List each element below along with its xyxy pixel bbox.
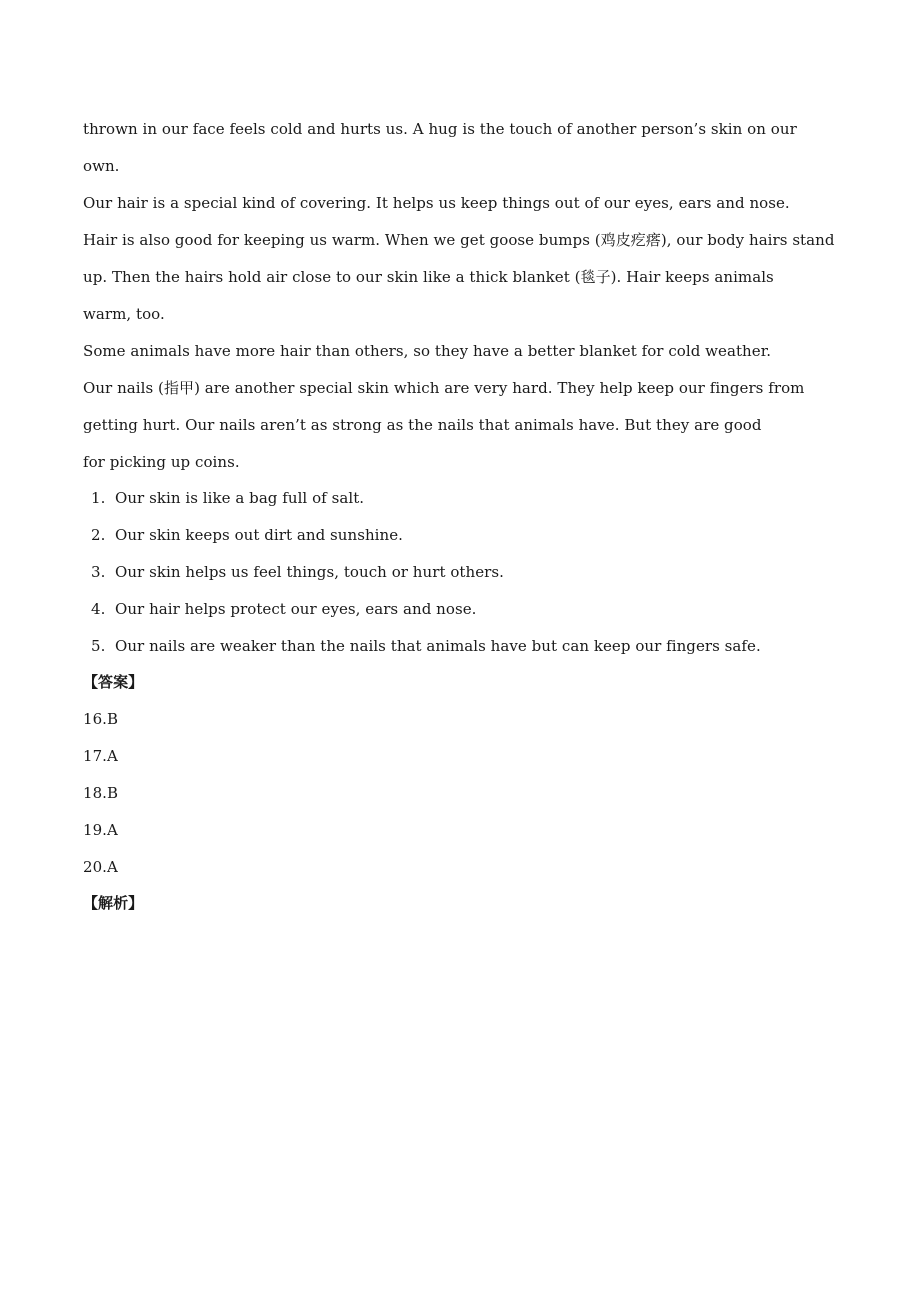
question-number: 4. [91,600,106,618]
passage-line: Some animals have more hair than others, so they have a better blanket for cold weather. [83,342,772,360]
question-text: Our skin helps us feel things, touch or hurt others. [115,563,504,581]
question-item [91,599,476,619]
passage-line: getting hurt. Our nails aren’t as strong as the nails that animals have. But they are good [83,416,762,434]
question-text: Our hair helps protect our eyes, ears and nose. [115,600,477,618]
passage-line: own. [83,157,120,175]
answer-item: 17.A [83,747,118,765]
passage-line: for picking up coins. [83,453,240,471]
question-number: 2. [91,526,106,544]
question-number: 1. [91,489,106,507]
question-item [91,525,403,545]
passage-line: up. Then the hairs hold air close to our skin like a thick blanket (毯子). Hair keeps animals [83,268,774,286]
question-item [91,488,364,508]
question-number: 5. [91,637,106,655]
answer-heading: 【答案】 [83,673,144,691]
question-text: Our skin is like a bag full of salt. [115,489,365,507]
answer-item: 19.A [83,821,118,839]
answer-item: 16.B [83,710,119,728]
question-item [91,562,504,582]
question-text: Our skin keeps out dirt and sunshine. [115,526,403,544]
passage-line: Hair is also good for keeping us warm. When we get goose bumps (鸡皮疙瘩), our body hairs stand [83,231,835,249]
passage-line: Our nails (指甲) are another special skin which are very hard. They help keep our fingers from [83,379,805,397]
question-item [91,636,761,656]
passage-line: warm, too. [83,305,165,323]
answer-item: 18.B [83,784,119,802]
passage-line: thrown in our face feels cold and hurts us. A hug is the touch of another person’s skin on our [83,120,797,138]
answer-item: 20.A [83,858,118,876]
passage-line: Our hair is a special kind of covering. It helps us keep things out of our eyes, ears and nose. [83,194,790,212]
question-number: 3. [91,563,106,581]
analysis-heading: 【解析】 [83,894,144,912]
question-text: Our nails are weaker than the nails that animals have but can keep our fingers safe. [115,637,761,655]
